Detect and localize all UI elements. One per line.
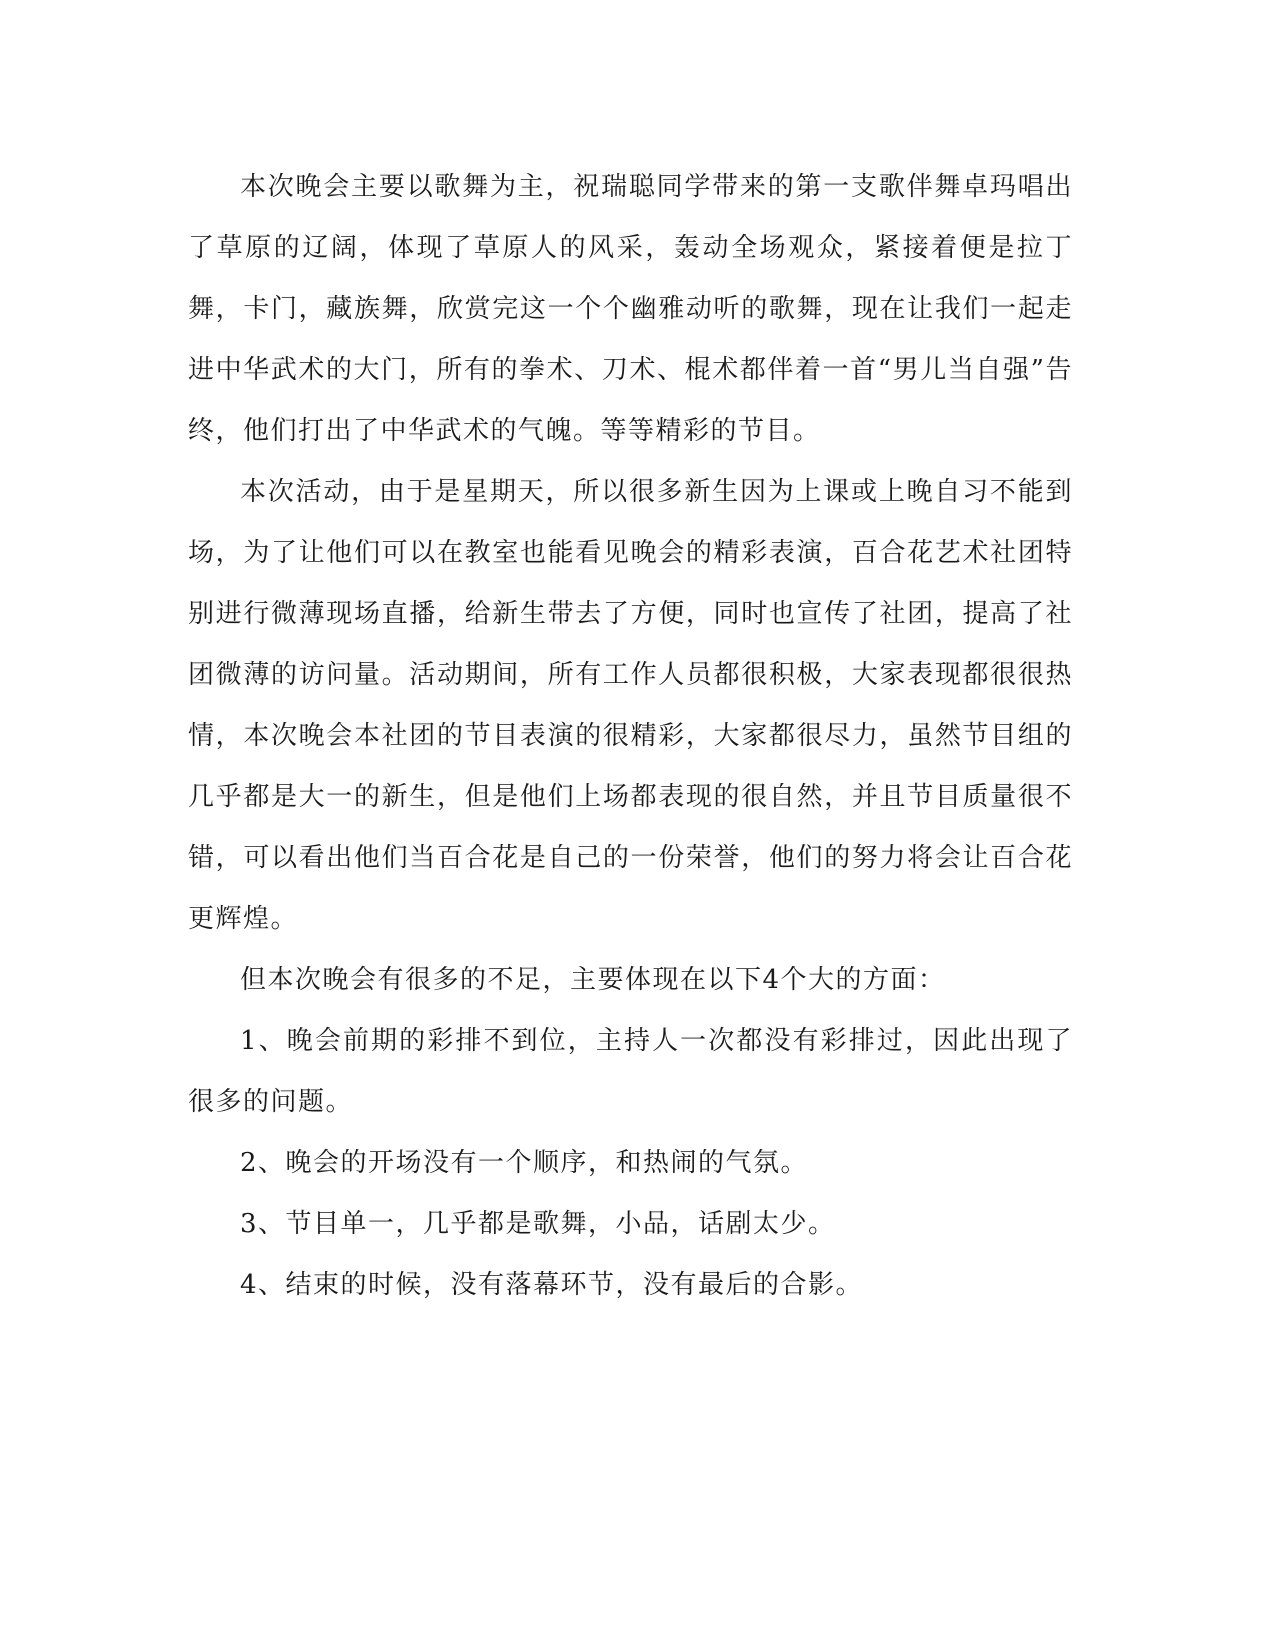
document-body <box>188 157 1073 1316</box>
paragraph-program-overview: 本次晚会主要以歌舞为主，祝瑞聪同学带来的第一支歌伴舞卓玛唱出了草原的辽阔，体现了草原人的风采，轰动全场观众，紧接着便是拉丁舞，卡门，藏族舞，欣赏完这一个个幽雅动听的歌舞，现在让我们一起走进中华武术的大门，所有的拳术、刀术、棍术都伴着一首“男儿当自强”告终，他们打出了中华武术的气魄。等等精彩的节目。 <box>188 172 1073 446</box>
list-item-shortcoming-4: 4、结束的时候，没有落幕环节，没有最后的合影。 <box>240 1270 864 1300</box>
paragraph-activity-summary: 本次活动，由于是星期天，所以很多新生因为上课或上晚自习不能到场，为了让他们可以在教室也能看见晚会的精彩表演，百合花艺术社团特别进行微薄现场直播，给新生带去了方便，同时也宣传了社团，提高了社团微薄的访问量。活动期间，所有工作人员都很积极，大家表现都很很热情，本次晚会本社团的节目表演的很精彩，大家都很尽力，虽然节目组的几乎都是大一的新生，但是他们上场都表现的很自然，并且节目质量很不错，可以看出他们当百合花是自己的一份荣誉，他们的努力将会让百合花更辉煌。 <box>188 477 1073 934</box>
paragraph-shortcomings-intro: 但本次晚会有很多的不足，主要体现在以下4个大的方面： <box>240 965 946 995</box>
list-item-shortcoming-3: 3、节目单一，几乎都是歌舞，小品，话剧太少。 <box>240 1209 836 1239</box>
list-item-shortcoming-1: 1、晚会前期的彩排不到位，主持人一次都没有彩排过，因此出现了很多的问题。 <box>188 1026 1073 1117</box>
list-item-shortcoming-2: 2、晚会的开场没有一个顺序，和热闹的气氛。 <box>240 1148 809 1178</box>
